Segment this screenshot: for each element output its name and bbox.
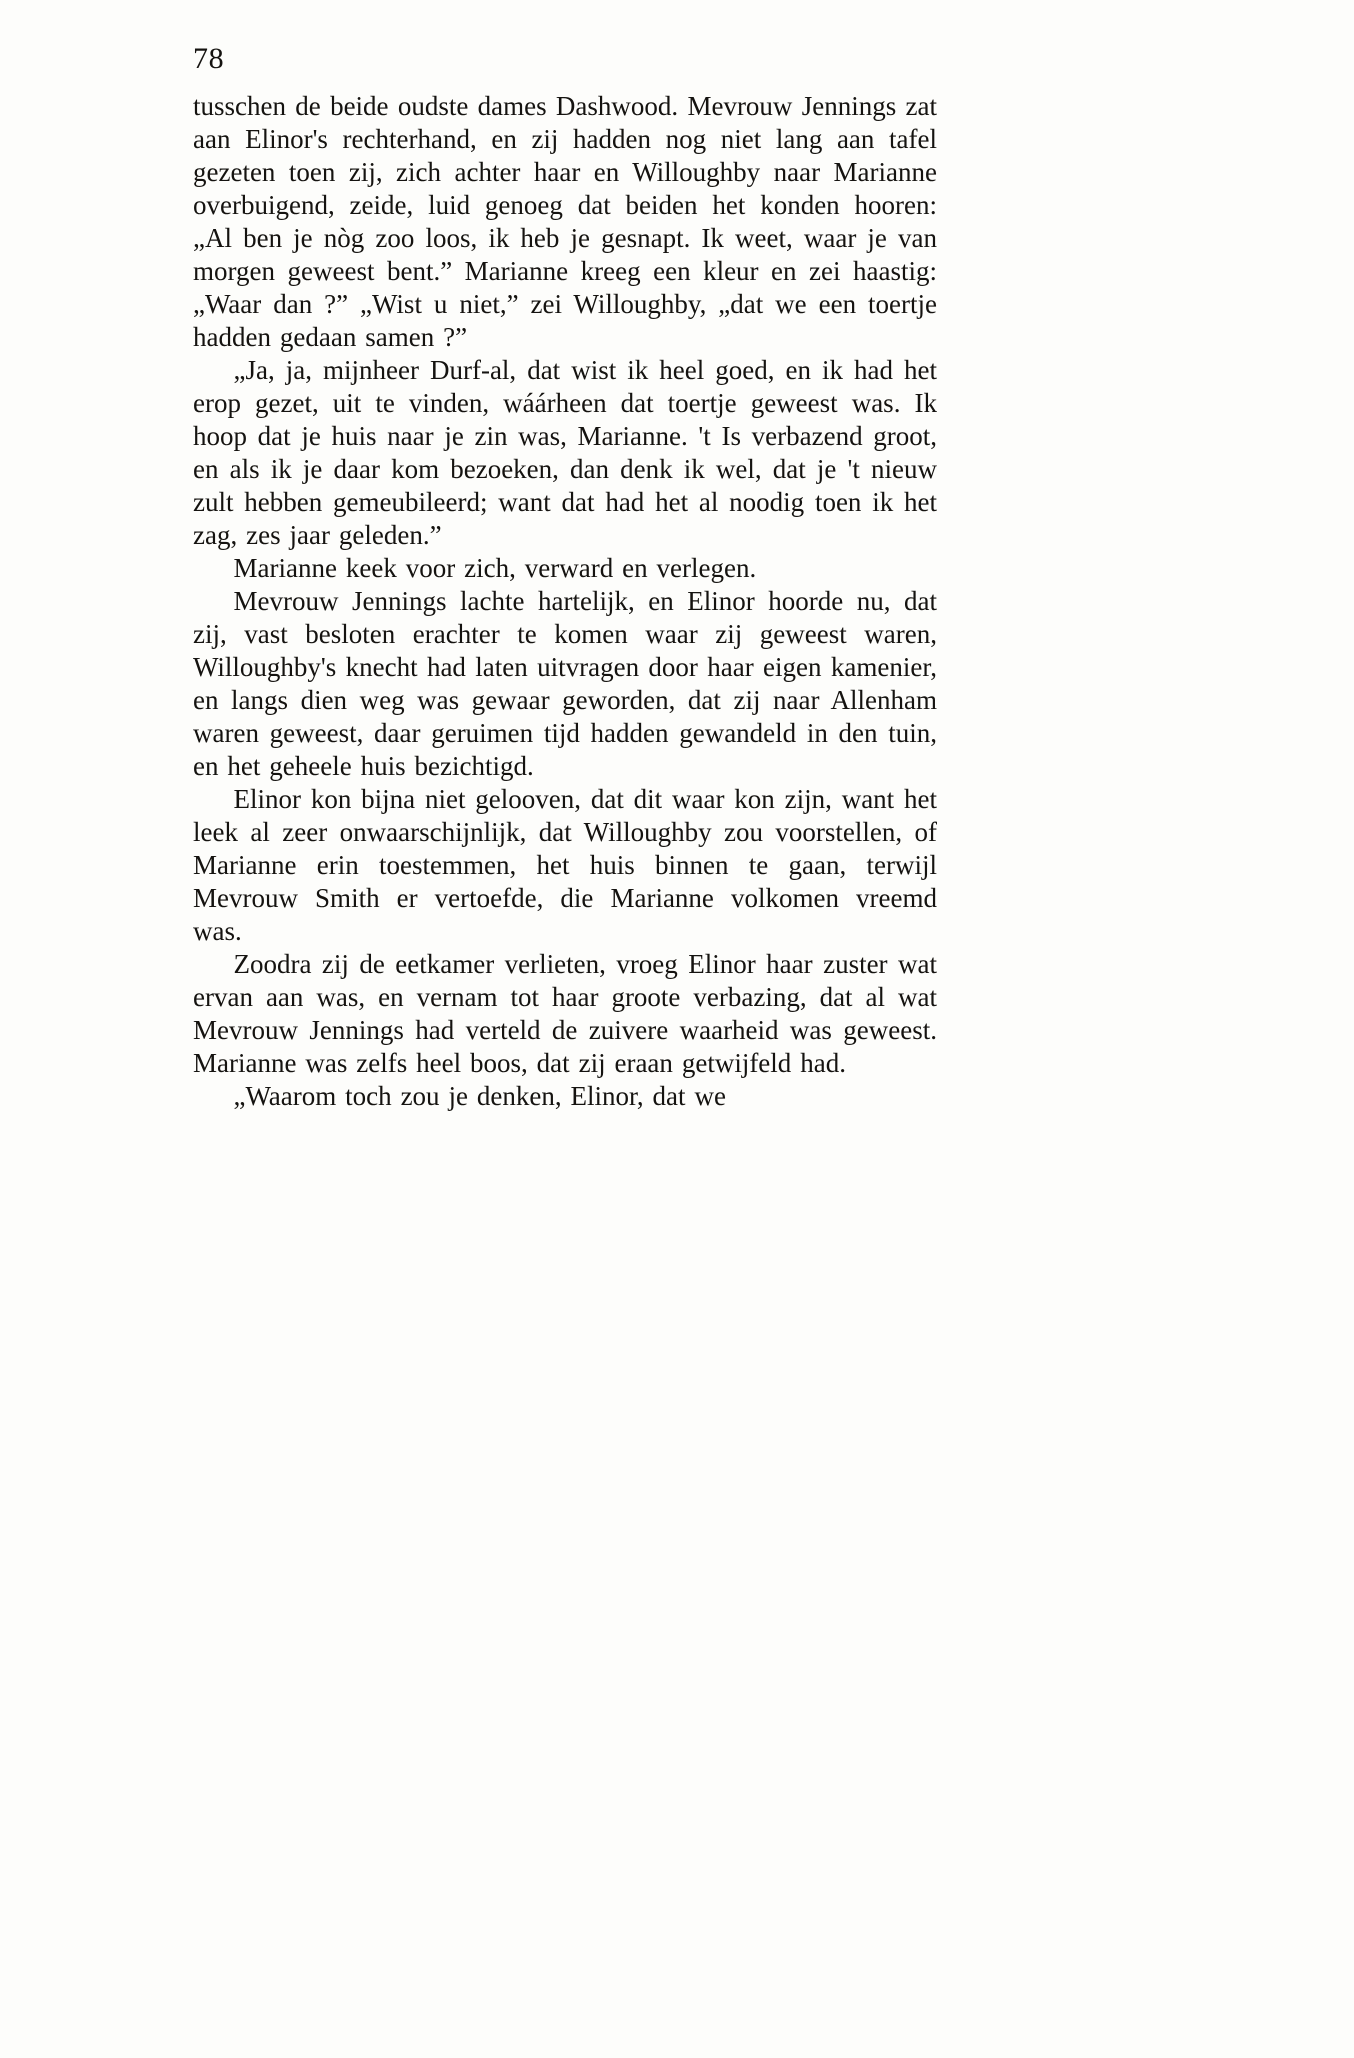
- paragraph: Marianne keek voor zich, verward en verlegen.: [233, 553, 757, 583]
- body-text: [193, 90, 937, 1113]
- paragraph: Zoodra zij de eetkamer verlieten, vroeg Elinor haar zuster wat ervan aan was, en vernam tot haar groote verbazing, dat al wat Mevrouw Jennings had verteld de zuivere waarheid was geweest. Marianne was zelfs heel boos, dat zij eraan getwijfeld had.: [193, 949, 937, 1078]
- paragraph: „Waarom toch zou je denken, Elinor, dat we: [233, 1081, 726, 1111]
- paragraph: Mevrouw Jennings lachte hartelijk, en Elinor hoorde nu, dat zij, vast besloten erachter te komen waar zij geweest waren, Willoughby's knecht had laten uitvragen door haar eigen kamenier, en langs dien weg was gewaar geworden, dat zij naar Allenham waren geweest, daar geruimen tijd hadden gewandeld in den tuin, en het geheele huis bezichtigd.: [193, 586, 937, 781]
- paragraph: „Ja, ja, mijnheer Durf-al, dat wist ik heel goed, en ik had het erop gezet, uit te vinden, wáárheen dat toertje geweest was. Ik hoop dat je huis naar je zin was, Marianne. 't Is verbazend groot, en als ik je daar kom bezoeken, dan denk ik wel, dat je 't nieuw zult hebben gemeubileerd; want dat had het al noodig toen ik het zag, zes jaar geleden.”: [193, 355, 937, 550]
- paragraph: Elinor kon bijna niet gelooven, dat dit waar kon zijn, want het leek al zeer onwaarschijnlijk, dat Willoughby zou voorstellen, of Marianne erin toestemmen, het huis binnen te gaan, terwijl Mevrouw Smith er vertoefde, die Marianne volkomen vreemd was.: [193, 784, 937, 946]
- page-number: 78: [193, 42, 225, 75]
- page-text-block: [193, 42, 937, 1113]
- paragraph: tusschen de beide oudste dames Dashwood. Mevrouw Jennings zat aan Elinor's rechterhand, en zij hadden nog niet lang aan tafel gezeten toen zij, zich achter haar en Willoughby naar Marianne overbuigend, zeide, luid genoeg dat beiden het konden hooren: „Al ben je nòg zoo loos, ik heb je gesnapt. Ik weet, waar je van morgen geweest bent.” Marianne kreeg een kleur en zei haastig: „Waar dan ?” „Wist u niet,” zei Willoughby, „dat we een toertje hadden gedaan samen ?”: [193, 91, 937, 352]
